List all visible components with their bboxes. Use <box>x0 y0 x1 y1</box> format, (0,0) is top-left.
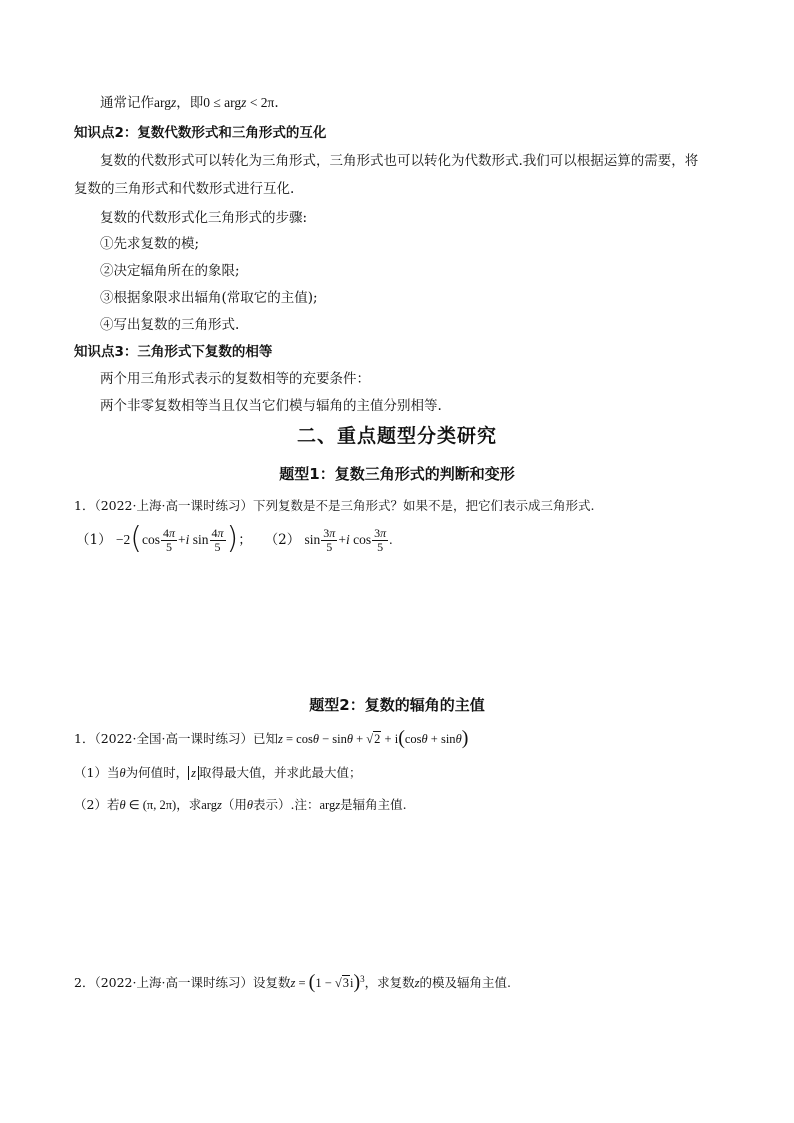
kp2-step-2: ②决定辐角所在的象限; <box>100 263 240 279</box>
kp2-title: 知识点2：复数代数形式和三角形式的互化 <box>74 125 327 141</box>
theta-symbol-2: θ <box>246 798 253 812</box>
t2q2-mid: ，求复数 <box>364 975 415 991</box>
modulus-z: z <box>188 766 199 780</box>
sub1-label: （1） <box>76 532 112 548</box>
arg-range-formula: 0 ≤ argz < 2π <box>203 95 275 110</box>
z-symbol: z <box>414 976 420 991</box>
type1-question1-subparts <box>76 520 393 557</box>
sub2-formula: sin $\frac{3\pi}{5}$ +i cos $\frac{3\pi}{5}$ . <box>304 526 393 555</box>
type2-title: 题型2：复数的辐角的主值 <box>309 696 485 714</box>
part2-a: （2）若 <box>74 797 120 812</box>
kp2-paragraph-line1: 复数的代数形式可以转化为三角形式，三角形式也可以转化为代数形式.我们可以根据运算的需要，将 <box>100 153 699 169</box>
kp2-step-1: ①先求复数的模; <box>100 236 200 252</box>
t2q2-end: 的模及辐角主值. <box>419 975 512 991</box>
sub2-label: （2） <box>264 532 301 548</box>
t2q2-prefix: 2．（2022·上海·高一课时练习）设复数 <box>74 975 291 991</box>
part1-c: 取得最大值，并求此最大值； <box>198 765 362 780</box>
part2-e: 是辐角主值. <box>340 797 407 812</box>
part2-d: 表示）.注： <box>252 797 320 812</box>
kp2-paragraph-line2: 复数的三角形式和代数形式进行互化. <box>74 181 295 197</box>
part1-a: （1）当 <box>74 765 120 780</box>
t2q2-formula: $z = (1 - √3i)^3$ <box>290 971 365 994</box>
type2-question2 <box>74 970 511 993</box>
arg-z-formula: argz <box>154 95 177 110</box>
theta-symbol: θ <box>119 766 126 780</box>
kp2-steps-intro: 复数的代数形式化三角形式的步骤: <box>100 210 308 226</box>
t2q1-formula: z = cosθ − sinθ + √2 + i(cosθ + sinθ) <box>277 727 469 750</box>
kp2-step-3: ③根据象限求出辐角(常取它的主值); <box>100 290 318 306</box>
kp3-paragraph-2: 两个非零复数相等当且仅当它们模与辐角的主值分别相等. <box>100 398 442 414</box>
notation-mid: ，即 <box>176 95 204 111</box>
arg-z-note: argz <box>319 798 341 812</box>
type2-question1 <box>74 727 469 750</box>
part2-c: （用 <box>221 797 247 812</box>
part1-b: 为何值时， <box>125 765 189 780</box>
sub1-formula: −2(cos $\frac{4\pi}{5}$ +i sin $\frac{4\pi}{5}$ ) <box>115 520 239 556</box>
part2-b: ，求 <box>176 797 202 812</box>
type2-question1-part2 <box>74 796 407 814</box>
notation-line <box>100 94 279 112</box>
kp3-title: 知识点3：三角形式下复数的相等 <box>74 344 273 360</box>
notation-end: . <box>274 95 279 111</box>
notation-prefix: 通常记作 <box>100 95 154 111</box>
kp3-paragraph-1: 两个用三角形式表示的复数相等的充要条件： <box>100 371 370 387</box>
arg-z: argz <box>201 798 222 812</box>
sub-separator: ； <box>238 532 252 548</box>
type1-question1: 1．（2022·上海·高一课时练习）下列复数是不是三角形式？如果不是，把它们表示成三角形式. <box>74 498 595 513</box>
type1-title: 题型1：复数三角形式的判断和变形 <box>279 465 515 483</box>
type2-question1-part1 <box>74 764 362 782</box>
theta-interval: θ ∈ (π, 2π) <box>119 798 177 812</box>
t2q1-prefix: 1．（2022·全国·高一课时练习）已知 <box>74 731 278 746</box>
kp2-step-4: ④写出复数的三角形式. <box>100 317 240 333</box>
section2-title: 二、重点题型分类研究 <box>296 425 497 447</box>
